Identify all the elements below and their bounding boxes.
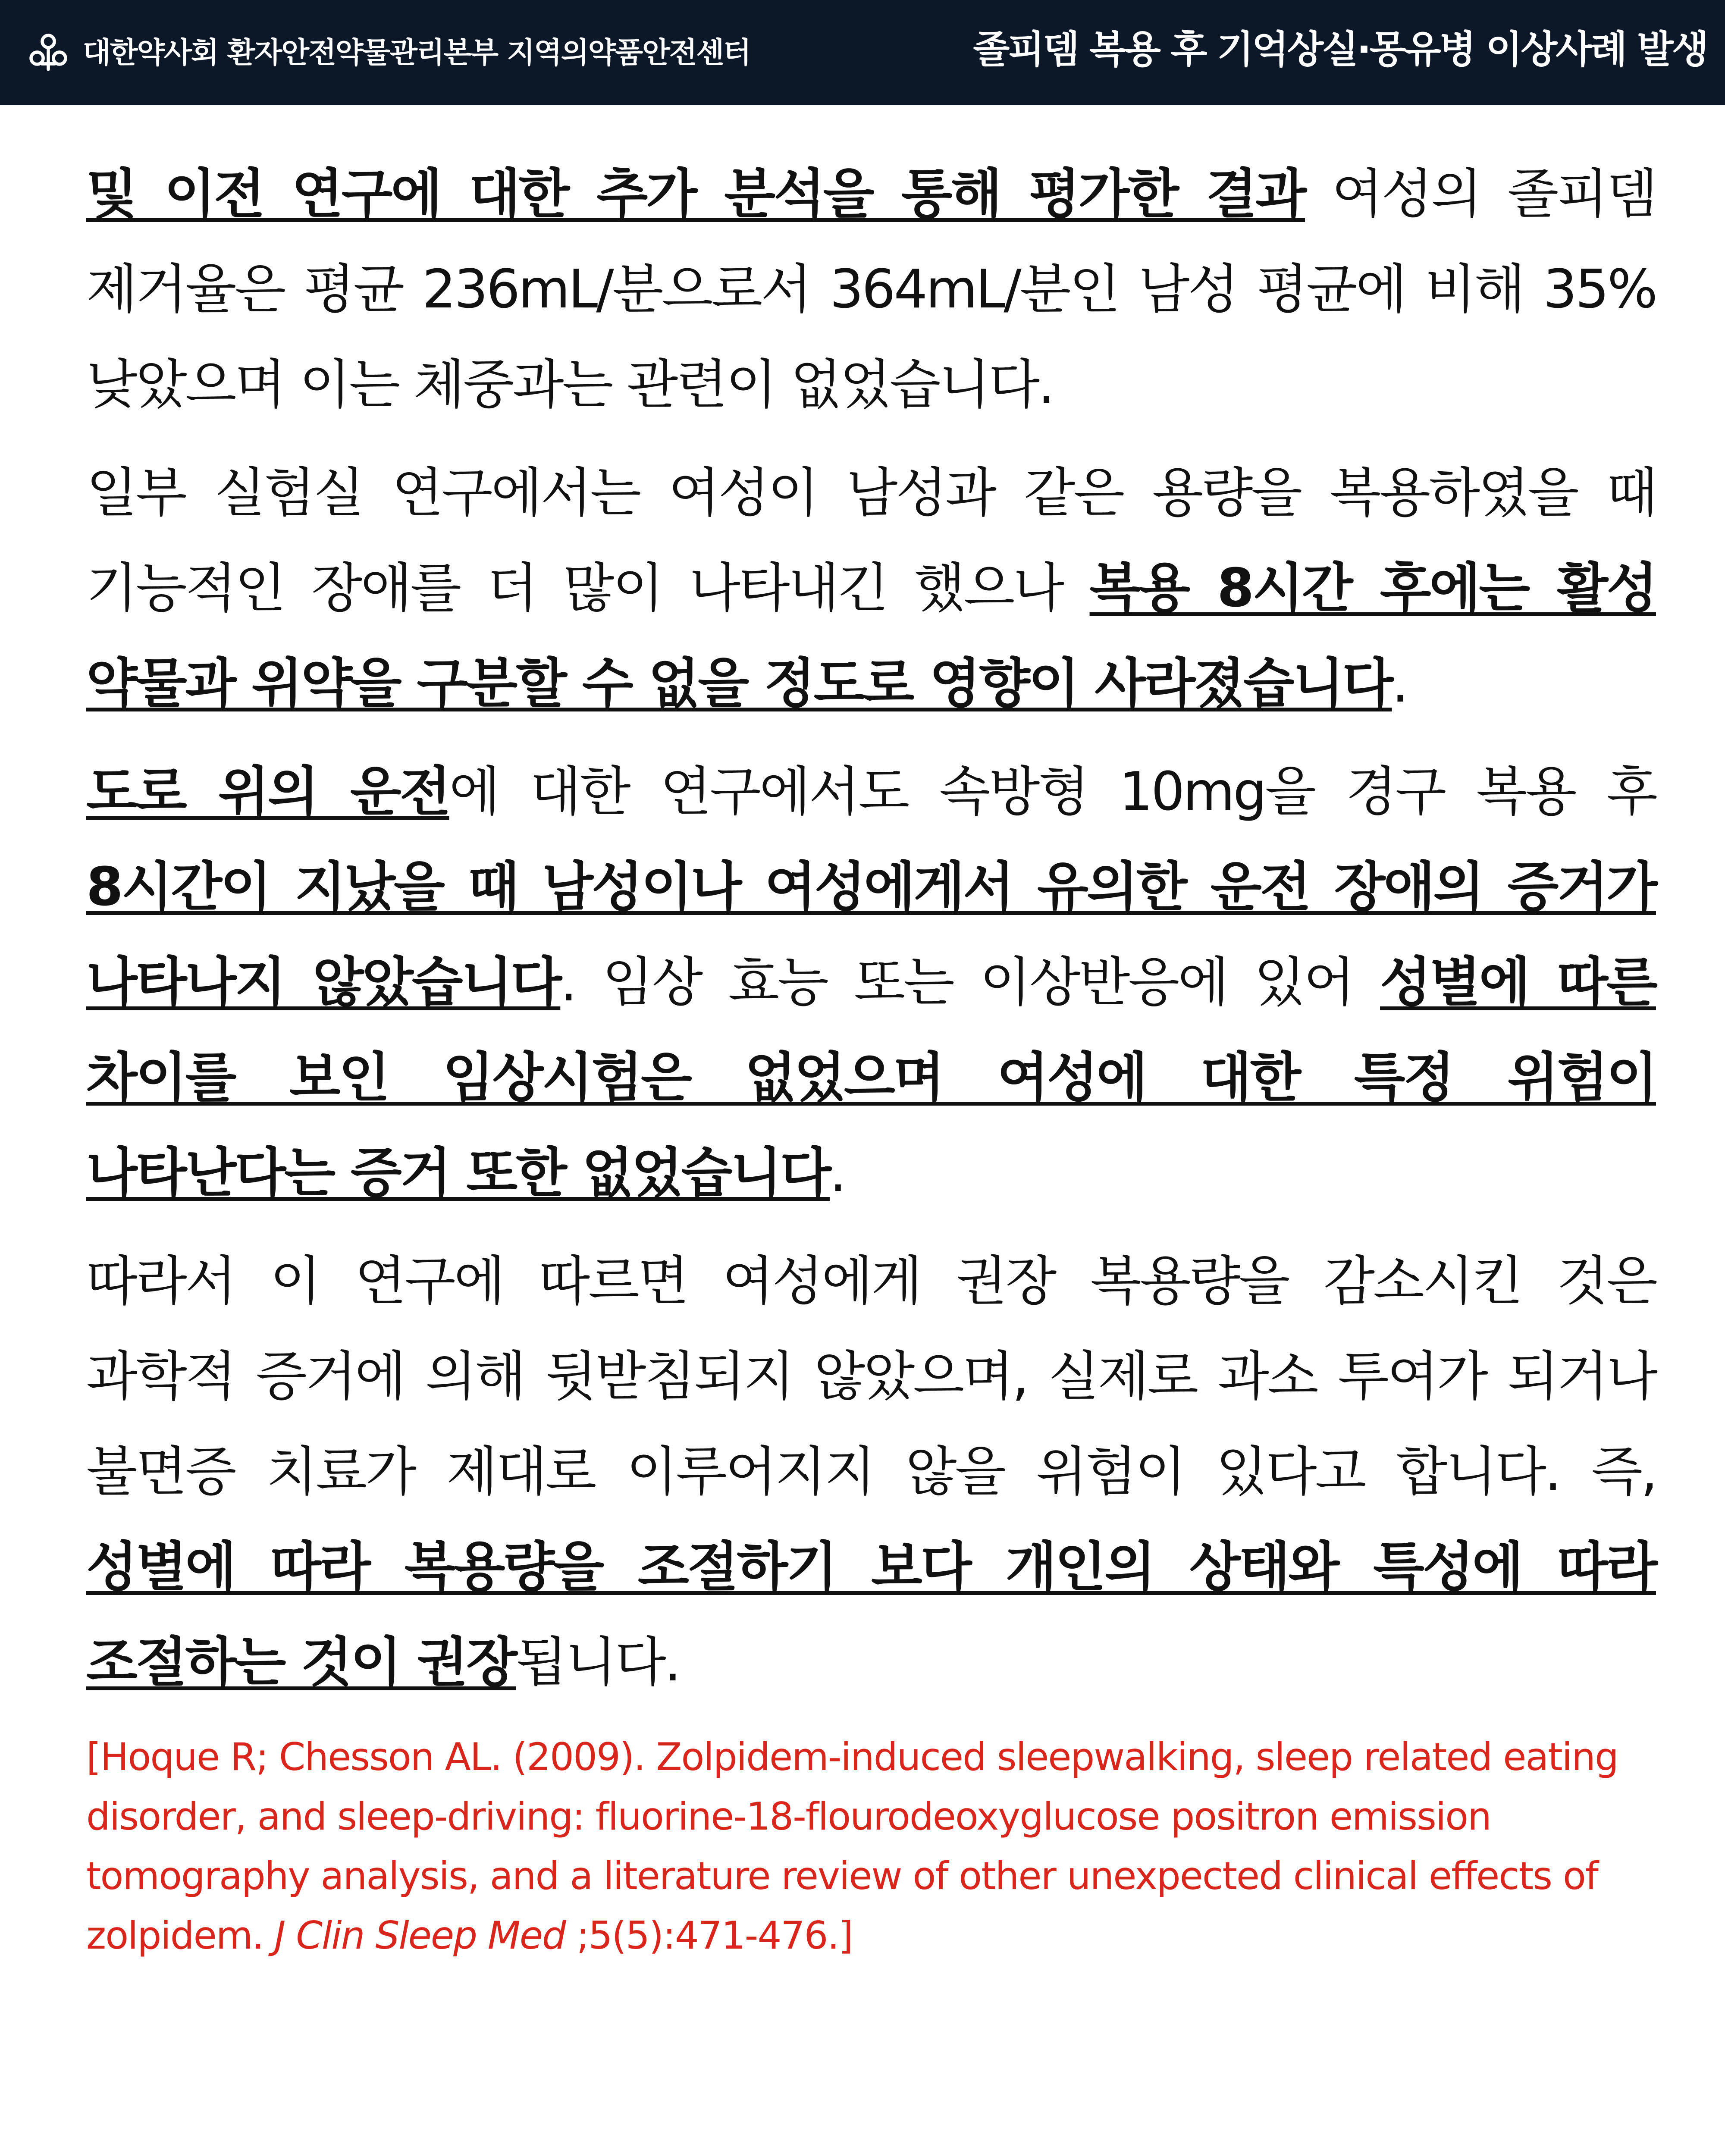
paragraph-clearance-rate: [86, 147, 1656, 432]
document-title: 졸피뎀 복용 후 기억상실·몽유병 이상사례 발생: [973, 27, 1707, 72]
citation-text: [Hoque R; Chesson AL. (2009). Zolpidem-induced sleepwalking, sleep related eating disorder, and sleep-driving: fluorine-18-flourodeoxyglucose positron emission tomography analysis, and a literature review of other unexpected clinical effects of zolpidem.: [86, 1735, 1618, 1958]
main-content: [86, 147, 1656, 1965]
paragraph-conclusion: [86, 1234, 1656, 1710]
emphasis-no-driving-impairment: 8시간이 지났을 때 남성이나 여성에게서 유의한 운전 장애의 증거가 나타나지 않았습니다: [86, 856, 1656, 1013]
body-text: . 임상 효능 또는 이상반응에 있어: [560, 952, 1380, 1013]
citation-journal: J Clin Sleep Med: [274, 1913, 565, 1958]
body-text: 에 대한 연구에서도 속방형 10mg을 경구 복용 후: [449, 761, 1656, 823]
organization-block: [25, 27, 750, 78]
body-text: .: [829, 1142, 845, 1204]
reference-citation: [86, 1727, 1656, 1965]
organization-name: 대한약사회 환자안전약물관리본부 지역의약품안전센터: [83, 35, 750, 69]
citation-volume: ;5(5):471-476.]: [565, 1913, 853, 1958]
body-text: 일부 실험실 연구에서는 여성이 남성과 같은 용량을 복용하였을 때 기능적인 장애를 더 많이 나타내긴 했으나: [86, 462, 1656, 619]
emphasis-road-driving: 도로 위의 운전: [86, 761, 449, 823]
body-text: .: [1392, 653, 1407, 714]
emphasis-individual-dosing: 성별에 따라 복용량을 조절하기 보다 개인의 상태와 특성에 따라 조절하는 것이 권장: [86, 1536, 1656, 1693]
emphasis-effect-disappeared: 복용 8시간 후에는 활성 약물과 위약을 구분할 수 없을 정도로 영향이 사라졌습니다: [86, 558, 1656, 714]
kpa-emblem-icon: [25, 29, 72, 76]
body-text: 여성의 졸피뎀 제거율은 평균 236mL/분으로서 364mL/분인 남성 평균에 비해 35% 낮았으며 이는 체중과는 관련이 없었습니다.: [86, 163, 1656, 416]
paragraph-lab-studies: [86, 445, 1656, 731]
paragraph-driving-study: [86, 744, 1656, 1221]
body-text: 됩니다.: [516, 1632, 680, 1693]
emphasis-no-sex-difference: 성별에 따른 차이를 보인 임상시험은 없었으며 여성에 대한 특정 위험이 나타난다는 증거 또한 없었습니다: [86, 952, 1656, 1204]
body-text: 따라서 이 연구에 따르면 여성에게 권장 복용량을 감소시킨 것은 과학적 증거에 의해 뒷받침되지 않았으며, 실제로 과소 투여가 되거나 불면증 치료가 제대로 이루어지지 않을 위험이 있다고 합니다. 즉,: [86, 1250, 1656, 1503]
emphasis-analysis-result: 및 이전 연구에 대한 추가 분석을 통해 평가한 결과: [86, 163, 1305, 225]
page-header: [0, 0, 1725, 105]
